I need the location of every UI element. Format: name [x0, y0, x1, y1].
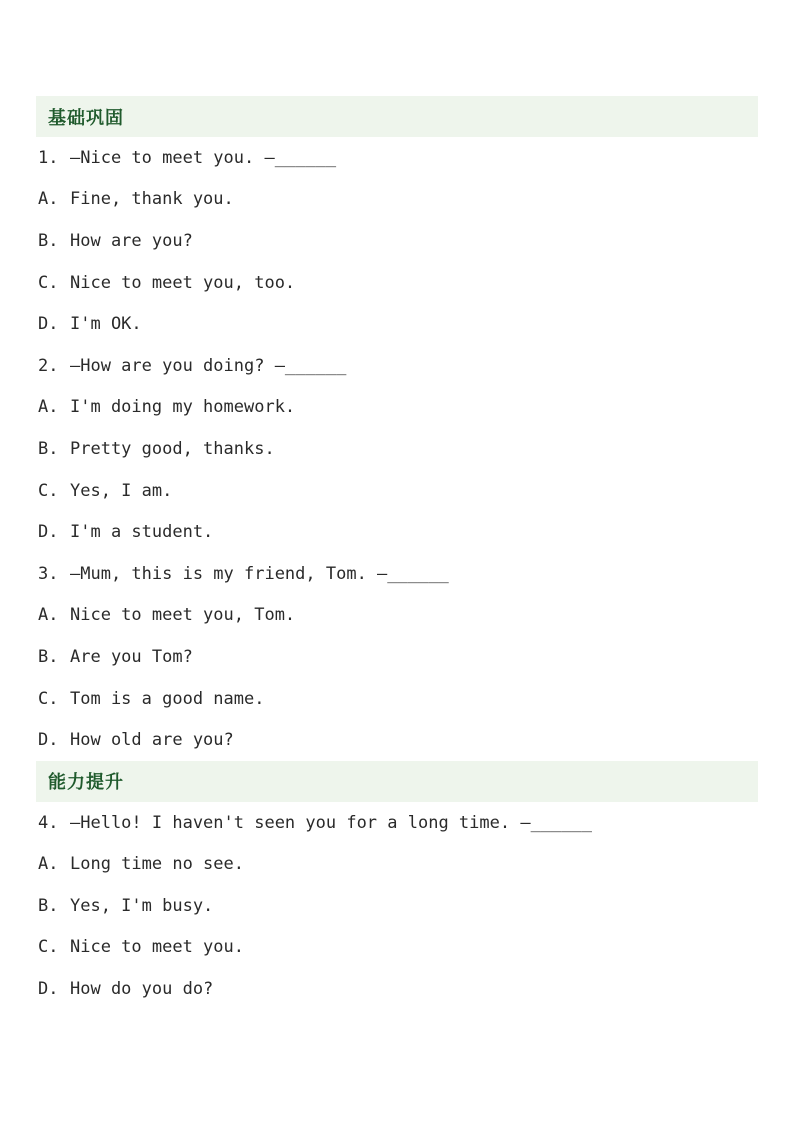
option-item: [0, 595, 794, 637]
section-header-advanced: [36, 761, 758, 802]
option-text: Nice to meet you, Tom.: [70, 605, 296, 626]
option-item: [0, 968, 794, 1010]
option-text: I'm OK.: [70, 314, 142, 335]
option-text: Tom is a good name.: [70, 688, 265, 709]
question-number: 2.: [38, 355, 59, 376]
question-prompt: [0, 802, 794, 844]
option-item: [0, 303, 794, 345]
option-letter: A.: [38, 854, 59, 875]
option-text: Are you Tom?: [70, 646, 193, 667]
option-item: [0, 678, 794, 720]
option-text: Nice to meet you, too.: [70, 272, 296, 293]
option-letter: D.: [38, 314, 59, 335]
question-prompt: [0, 345, 794, 387]
option-letter: B.: [38, 895, 59, 916]
option-item: [0, 844, 794, 886]
option-item: [0, 470, 794, 512]
option-letter: C.: [38, 937, 59, 958]
question-prompt: [0, 553, 794, 595]
option-item: [0, 885, 794, 927]
option-letter: C.: [38, 688, 59, 709]
option-text: Yes, I'm busy.: [70, 895, 214, 916]
option-text: Fine, thank you.: [70, 189, 234, 210]
option-item: [0, 179, 794, 221]
option-item: [0, 719, 794, 761]
question-number: 4.: [38, 812, 59, 833]
option-letter: A.: [38, 189, 59, 210]
option-text: How old are you?: [70, 730, 234, 751]
option-letter: B.: [38, 230, 59, 251]
option-letter: B.: [38, 438, 59, 459]
option-item: [0, 262, 794, 304]
section-title: 能力提升: [48, 772, 124, 794]
option-text: Pretty good, thanks.: [70, 438, 275, 459]
option-letter: D.: [38, 730, 59, 751]
option-text: Nice to meet you.: [70, 937, 244, 958]
question-number: 3.: [38, 563, 59, 584]
option-letter: D.: [38, 979, 59, 1000]
question-text: —How are you doing? —______: [70, 355, 347, 376]
section-title: 基础巩固: [48, 107, 124, 129]
question-text: —Nice to meet you. —______: [70, 147, 337, 168]
option-letter: D.: [38, 522, 59, 543]
worksheet-page: [0, 96, 794, 1010]
question-number: 1.: [38, 147, 59, 168]
option-letter: C.: [38, 480, 59, 501]
option-item: [0, 927, 794, 969]
option-text: Long time no see.: [70, 854, 244, 875]
option-item: [0, 511, 794, 553]
option-item: [0, 636, 794, 678]
option-text: I'm a student.: [70, 522, 214, 543]
section-header-basic: [36, 96, 758, 137]
option-text: How do you do?: [70, 979, 214, 1000]
option-text: Yes, I am.: [70, 480, 173, 501]
option-letter: B.: [38, 646, 59, 667]
question-text: —Mum, this is my friend, Tom. —______: [70, 563, 449, 584]
option-letter: A.: [38, 397, 59, 418]
question-prompt: [0, 137, 794, 179]
option-item: [0, 387, 794, 429]
option-letter: A.: [38, 605, 59, 626]
option-letter: C.: [38, 272, 59, 293]
option-item: [0, 428, 794, 470]
option-text: How are you?: [70, 230, 193, 251]
option-item: [0, 220, 794, 262]
question-text: —Hello! I haven't seen you for a long time. —______: [70, 812, 592, 833]
option-text: I'm doing my homework.: [70, 397, 296, 418]
